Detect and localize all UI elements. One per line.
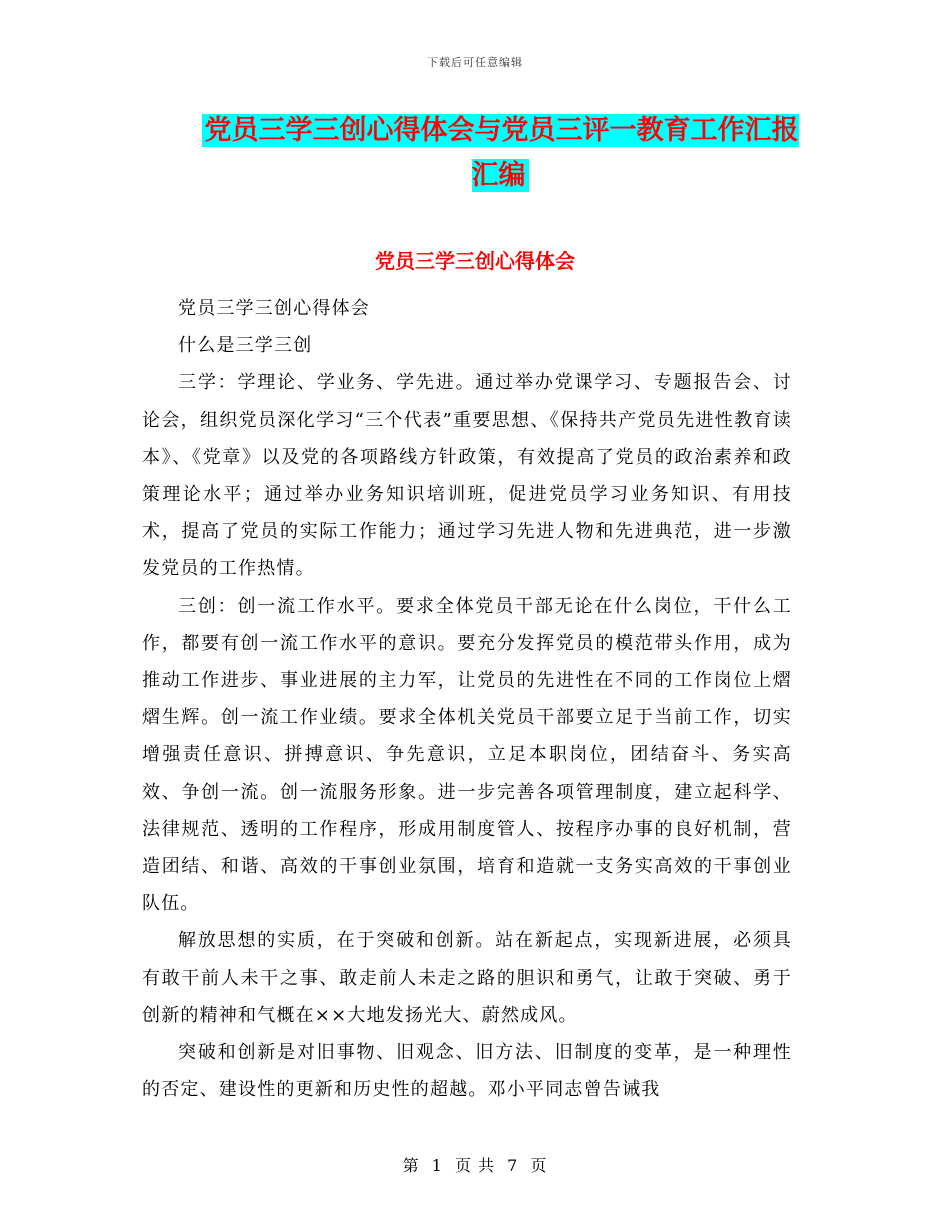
document-title-text: 党员三学三创心得体会与党员三评一教育工作汇报汇编: [202, 114, 799, 192]
footer-middle: 页 共: [454, 1156, 496, 1175]
total-page-count: 7: [507, 1156, 519, 1175]
header-note: 下载后可任意编辑: [427, 56, 523, 69]
section-title: 党员三学三创心得体会: [375, 249, 575, 273]
footer-prefix: 第: [402, 1156, 420, 1175]
document-title: [190, 108, 810, 198]
paragraph: 三学：学理论、学业务、学先进。通过举办党课学习、专题报告会、讨论会，组织党员深化学习“三个代表”重要思想、《保持共产党员先进性教育读本》、《党章》以及党的各项路线方针政策，有效提高了党员的政治素养和政策理论水平；通过举办业务知识培训班，促进党员学习业务知识、有用技术，提高了党员的实际工作能力；通过学习先进人物和先进典范，进一步激发党员的工作热情。: [142, 372, 792, 580]
document-body: [142, 290, 792, 1108]
paragraph: 什么是三学三创: [178, 335, 313, 357]
paragraph: 突破和创新是对旧事物、旧观念、旧方法、旧制度的变革，是一种理性的否定、建设性的更新和历史性的超越。邓小平同志曾告诫我: [142, 1042, 792, 1101]
page-footer: [0, 1153, 950, 1176]
paragraph: 三创：创一流工作水平。要求全体党员干部无论在什么岗位，干什么工作，都要有创一流工作水平的意识。要充分发挥党员的模范带头作用，成为推动工作进步、事业进展的主力军，让党员的先进性在不同的工作岗位上熠熠生辉。创一流工作业绩。要求全体机关党员干部要立足于当前工作，切实增强责任意识、拼搏意识、争先意识，立足本职岗位，团结奋斗、务实高效、争创一流。创一流服务形象。进一步完善各项管理制度，建立起科学、法律规范、透明的工作程序，形成用制度管人、按程序办事的良好机制，营造团结、和谐、高效的干事创业氛围，培育和造就一支务实高效的干事创业队伍。: [142, 595, 792, 915]
current-page-number: 1: [431, 1156, 443, 1175]
paragraph: 解放思想的实质，在于突破和创新。站在新起点，实现新进展，必须具有敢干前人未干之事、敢走前人未走之路的胆识和勇气，让敢于突破、勇于创新的精神和气概在××大地发扬光大、蔚然成风。: [142, 930, 792, 1026]
footer-suffix: 页: [530, 1156, 548, 1175]
paragraph: 党员三学三创心得体会: [178, 298, 370, 319]
